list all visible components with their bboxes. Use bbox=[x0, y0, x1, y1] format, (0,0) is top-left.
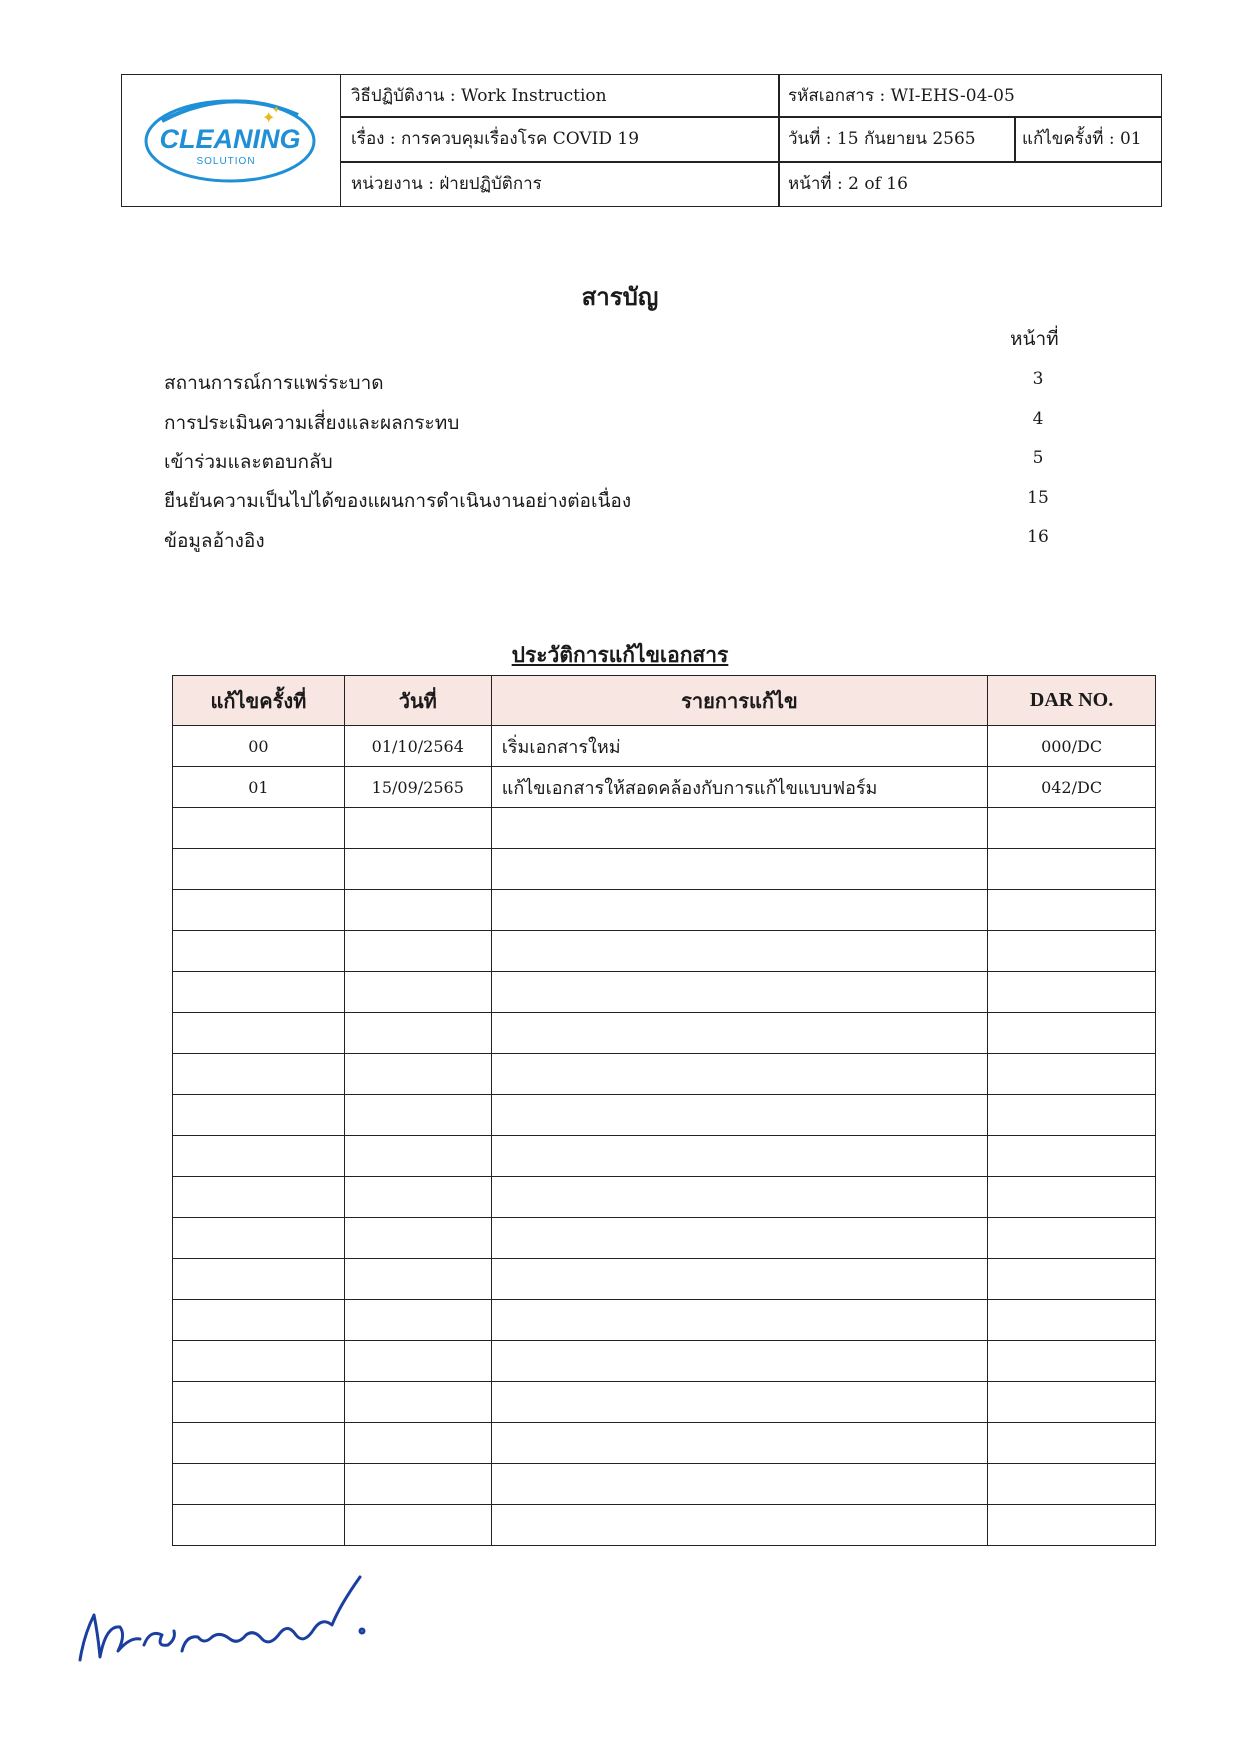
table-row-empty bbox=[173, 1505, 1156, 1546]
empty-cell bbox=[491, 1013, 987, 1054]
work-type: วิธีปฏิบัติงาน : Work Instruction bbox=[351, 86, 607, 106]
empty-cell bbox=[344, 808, 491, 849]
empty-cell bbox=[344, 1464, 491, 1505]
empty-cell bbox=[491, 1259, 987, 1300]
doc-date: วันที่ : 15 กันยายน 2565 bbox=[788, 129, 976, 149]
empty-cell bbox=[988, 1423, 1156, 1464]
sparkle-icon: ✦ bbox=[262, 108, 276, 127]
table-row-empty bbox=[173, 890, 1156, 931]
empty-cell bbox=[988, 1464, 1156, 1505]
cell-changes: เริ่มเอกสารใหม่ bbox=[491, 726, 987, 767]
toc-item: การประเมินความเสี่ยงและผลกระทบ bbox=[164, 412, 460, 434]
toc-item-page: 5 bbox=[1032, 448, 1044, 468]
empty-cell bbox=[173, 890, 345, 931]
toc-item: ยืนยันความเป็นไปได้ของแผนการดำเนินงานอย่างต่อเนื่อง bbox=[164, 490, 632, 512]
doc-code: รหัสเอกสาร : WI-EHS-04-05 bbox=[788, 86, 1015, 106]
empty-cell bbox=[988, 1300, 1156, 1341]
empty-cell bbox=[491, 890, 987, 931]
toc-item: เข้าร่วมและตอบกลับ bbox=[164, 451, 333, 473]
empty-cell bbox=[988, 1341, 1156, 1382]
empty-cell bbox=[491, 1382, 987, 1423]
table-row-empty bbox=[173, 1177, 1156, 1218]
revision-table bbox=[172, 675, 1156, 1546]
empty-cell bbox=[344, 1054, 491, 1095]
empty-cell bbox=[173, 1054, 345, 1095]
cell-revision: 00 bbox=[173, 726, 345, 767]
table-row-empty bbox=[173, 1095, 1156, 1136]
table-row bbox=[173, 726, 1156, 767]
empty-cell bbox=[988, 808, 1156, 849]
table-row-empty bbox=[173, 1464, 1156, 1505]
empty-cell bbox=[988, 931, 1156, 972]
table-row-empty bbox=[173, 1013, 1156, 1054]
toc-item-page: 16 bbox=[1027, 527, 1049, 547]
logo-text: CLEANING bbox=[159, 124, 301, 154]
empty-cell bbox=[344, 1136, 491, 1177]
empty-cell bbox=[988, 1505, 1156, 1546]
empty-cell bbox=[173, 1423, 345, 1464]
empty-cell bbox=[491, 1423, 987, 1464]
empty-cell bbox=[491, 1464, 987, 1505]
empty-cell bbox=[988, 972, 1156, 1013]
empty-cell bbox=[173, 808, 345, 849]
empty-cell bbox=[491, 1136, 987, 1177]
empty-cell bbox=[344, 1177, 491, 1218]
table-row-empty bbox=[173, 1136, 1156, 1177]
cell-revision: 01 bbox=[173, 767, 345, 808]
empty-cell bbox=[491, 1505, 987, 1546]
empty-cell bbox=[344, 931, 491, 972]
table-row-empty bbox=[173, 1382, 1156, 1423]
company-logo bbox=[122, 75, 339, 205]
toc-item: ข้อมูลอ้างอิง bbox=[164, 530, 265, 552]
empty-cell bbox=[988, 1095, 1156, 1136]
empty-cell bbox=[173, 1095, 345, 1136]
table-row-empty bbox=[173, 1259, 1156, 1300]
empty-cell bbox=[988, 849, 1156, 890]
toc-item-page: 15 bbox=[1027, 488, 1049, 508]
subject: เรื่อง : การควบคุมเรื่องโรค COVID 19 bbox=[351, 129, 640, 149]
document-header bbox=[121, 74, 1162, 207]
table-row bbox=[173, 767, 1156, 808]
empty-cell bbox=[173, 1177, 345, 1218]
department: หน่วยงาน : ฝ่ายปฏิบัติการ bbox=[351, 174, 542, 194]
table-row-empty bbox=[173, 931, 1156, 972]
empty-cell bbox=[173, 1505, 345, 1546]
cell-changes: แก้ไขเอกสารให้สอดคล้องกับการแก้ไขแบบฟอร์ม bbox=[491, 767, 987, 808]
empty-cell bbox=[344, 890, 491, 931]
empty-cell bbox=[491, 972, 987, 1013]
column-header-date: วันที่ bbox=[344, 676, 491, 726]
empty-cell bbox=[344, 1423, 491, 1464]
column-header-dar-no: DAR NO. bbox=[988, 676, 1156, 726]
toc-title: สารบัญ bbox=[581, 282, 659, 311]
empty-cell bbox=[344, 1300, 491, 1341]
table-row-empty bbox=[173, 1218, 1156, 1259]
cell-dar-no: 042/DC bbox=[988, 767, 1156, 808]
cell-date: 15/09/2565 bbox=[344, 767, 491, 808]
toc-item-page: 4 bbox=[1032, 409, 1044, 429]
empty-cell bbox=[988, 890, 1156, 931]
empty-cell bbox=[173, 972, 345, 1013]
empty-cell bbox=[491, 849, 987, 890]
empty-cell bbox=[491, 1095, 987, 1136]
empty-cell bbox=[344, 1382, 491, 1423]
revision-number: แก้ไขครั้งที่ : 01 bbox=[1022, 129, 1142, 149]
empty-cell bbox=[988, 1177, 1156, 1218]
logo-cell bbox=[122, 75, 341, 206]
empty-cell bbox=[173, 1382, 345, 1423]
empty-cell bbox=[344, 1095, 491, 1136]
empty-cell bbox=[491, 1177, 987, 1218]
table-row-empty bbox=[173, 849, 1156, 890]
table-row-empty bbox=[173, 808, 1156, 849]
empty-cell bbox=[173, 1341, 345, 1382]
page-number: หน้าที่ : 2 of 16 bbox=[788, 174, 908, 194]
table-row-empty bbox=[173, 1341, 1156, 1382]
empty-cell bbox=[491, 808, 987, 849]
empty-cell bbox=[173, 1464, 345, 1505]
empty-cell bbox=[491, 1054, 987, 1095]
handwritten-signature bbox=[70, 1565, 370, 1675]
revision-history-title: ประวัติการแก้ไขเอกสาร bbox=[511, 642, 729, 667]
empty-cell bbox=[988, 1218, 1156, 1259]
empty-cell bbox=[491, 1300, 987, 1341]
empty-cell bbox=[344, 1505, 491, 1546]
empty-cell bbox=[173, 1013, 345, 1054]
empty-cell bbox=[491, 1341, 987, 1382]
empty-cell bbox=[491, 931, 987, 972]
empty-cell bbox=[173, 849, 345, 890]
empty-cell bbox=[344, 1013, 491, 1054]
empty-cell bbox=[173, 1300, 345, 1341]
table-row-empty bbox=[173, 1300, 1156, 1341]
empty-cell bbox=[173, 1218, 345, 1259]
table-row-empty bbox=[173, 1423, 1156, 1464]
empty-cell bbox=[988, 1054, 1156, 1095]
logo-subtext: SOLUTION bbox=[196, 156, 256, 167]
cell-dar-no: 000/DC bbox=[988, 726, 1156, 767]
empty-cell bbox=[344, 1259, 491, 1300]
sparkle-icon: ✦ bbox=[272, 105, 281, 116]
empty-cell bbox=[344, 1218, 491, 1259]
empty-cell bbox=[173, 931, 345, 972]
empty-cell bbox=[173, 1259, 345, 1300]
table-row-empty bbox=[173, 1054, 1156, 1095]
cell-date: 01/10/2564 bbox=[344, 726, 491, 767]
toc-item: สถานการณ์การแพร่ระบาด bbox=[164, 372, 384, 394]
empty-cell bbox=[344, 1341, 491, 1382]
empty-cell bbox=[344, 849, 491, 890]
empty-cell bbox=[988, 1136, 1156, 1177]
empty-cell bbox=[988, 1259, 1156, 1300]
empty-cell bbox=[988, 1013, 1156, 1054]
column-header-changes: รายการแก้ไข bbox=[491, 676, 987, 726]
empty-cell bbox=[173, 1136, 345, 1177]
empty-cell bbox=[988, 1382, 1156, 1423]
empty-cell bbox=[344, 972, 491, 1013]
empty-cell bbox=[491, 1218, 987, 1259]
toc-item-page: 3 bbox=[1032, 369, 1044, 389]
table-row-empty bbox=[173, 972, 1156, 1013]
column-header-revision: แก้ไขครั้งที่ bbox=[173, 676, 345, 726]
table-header-row bbox=[173, 676, 1156, 726]
toc-page-header: หน้าที่ bbox=[1010, 328, 1059, 350]
